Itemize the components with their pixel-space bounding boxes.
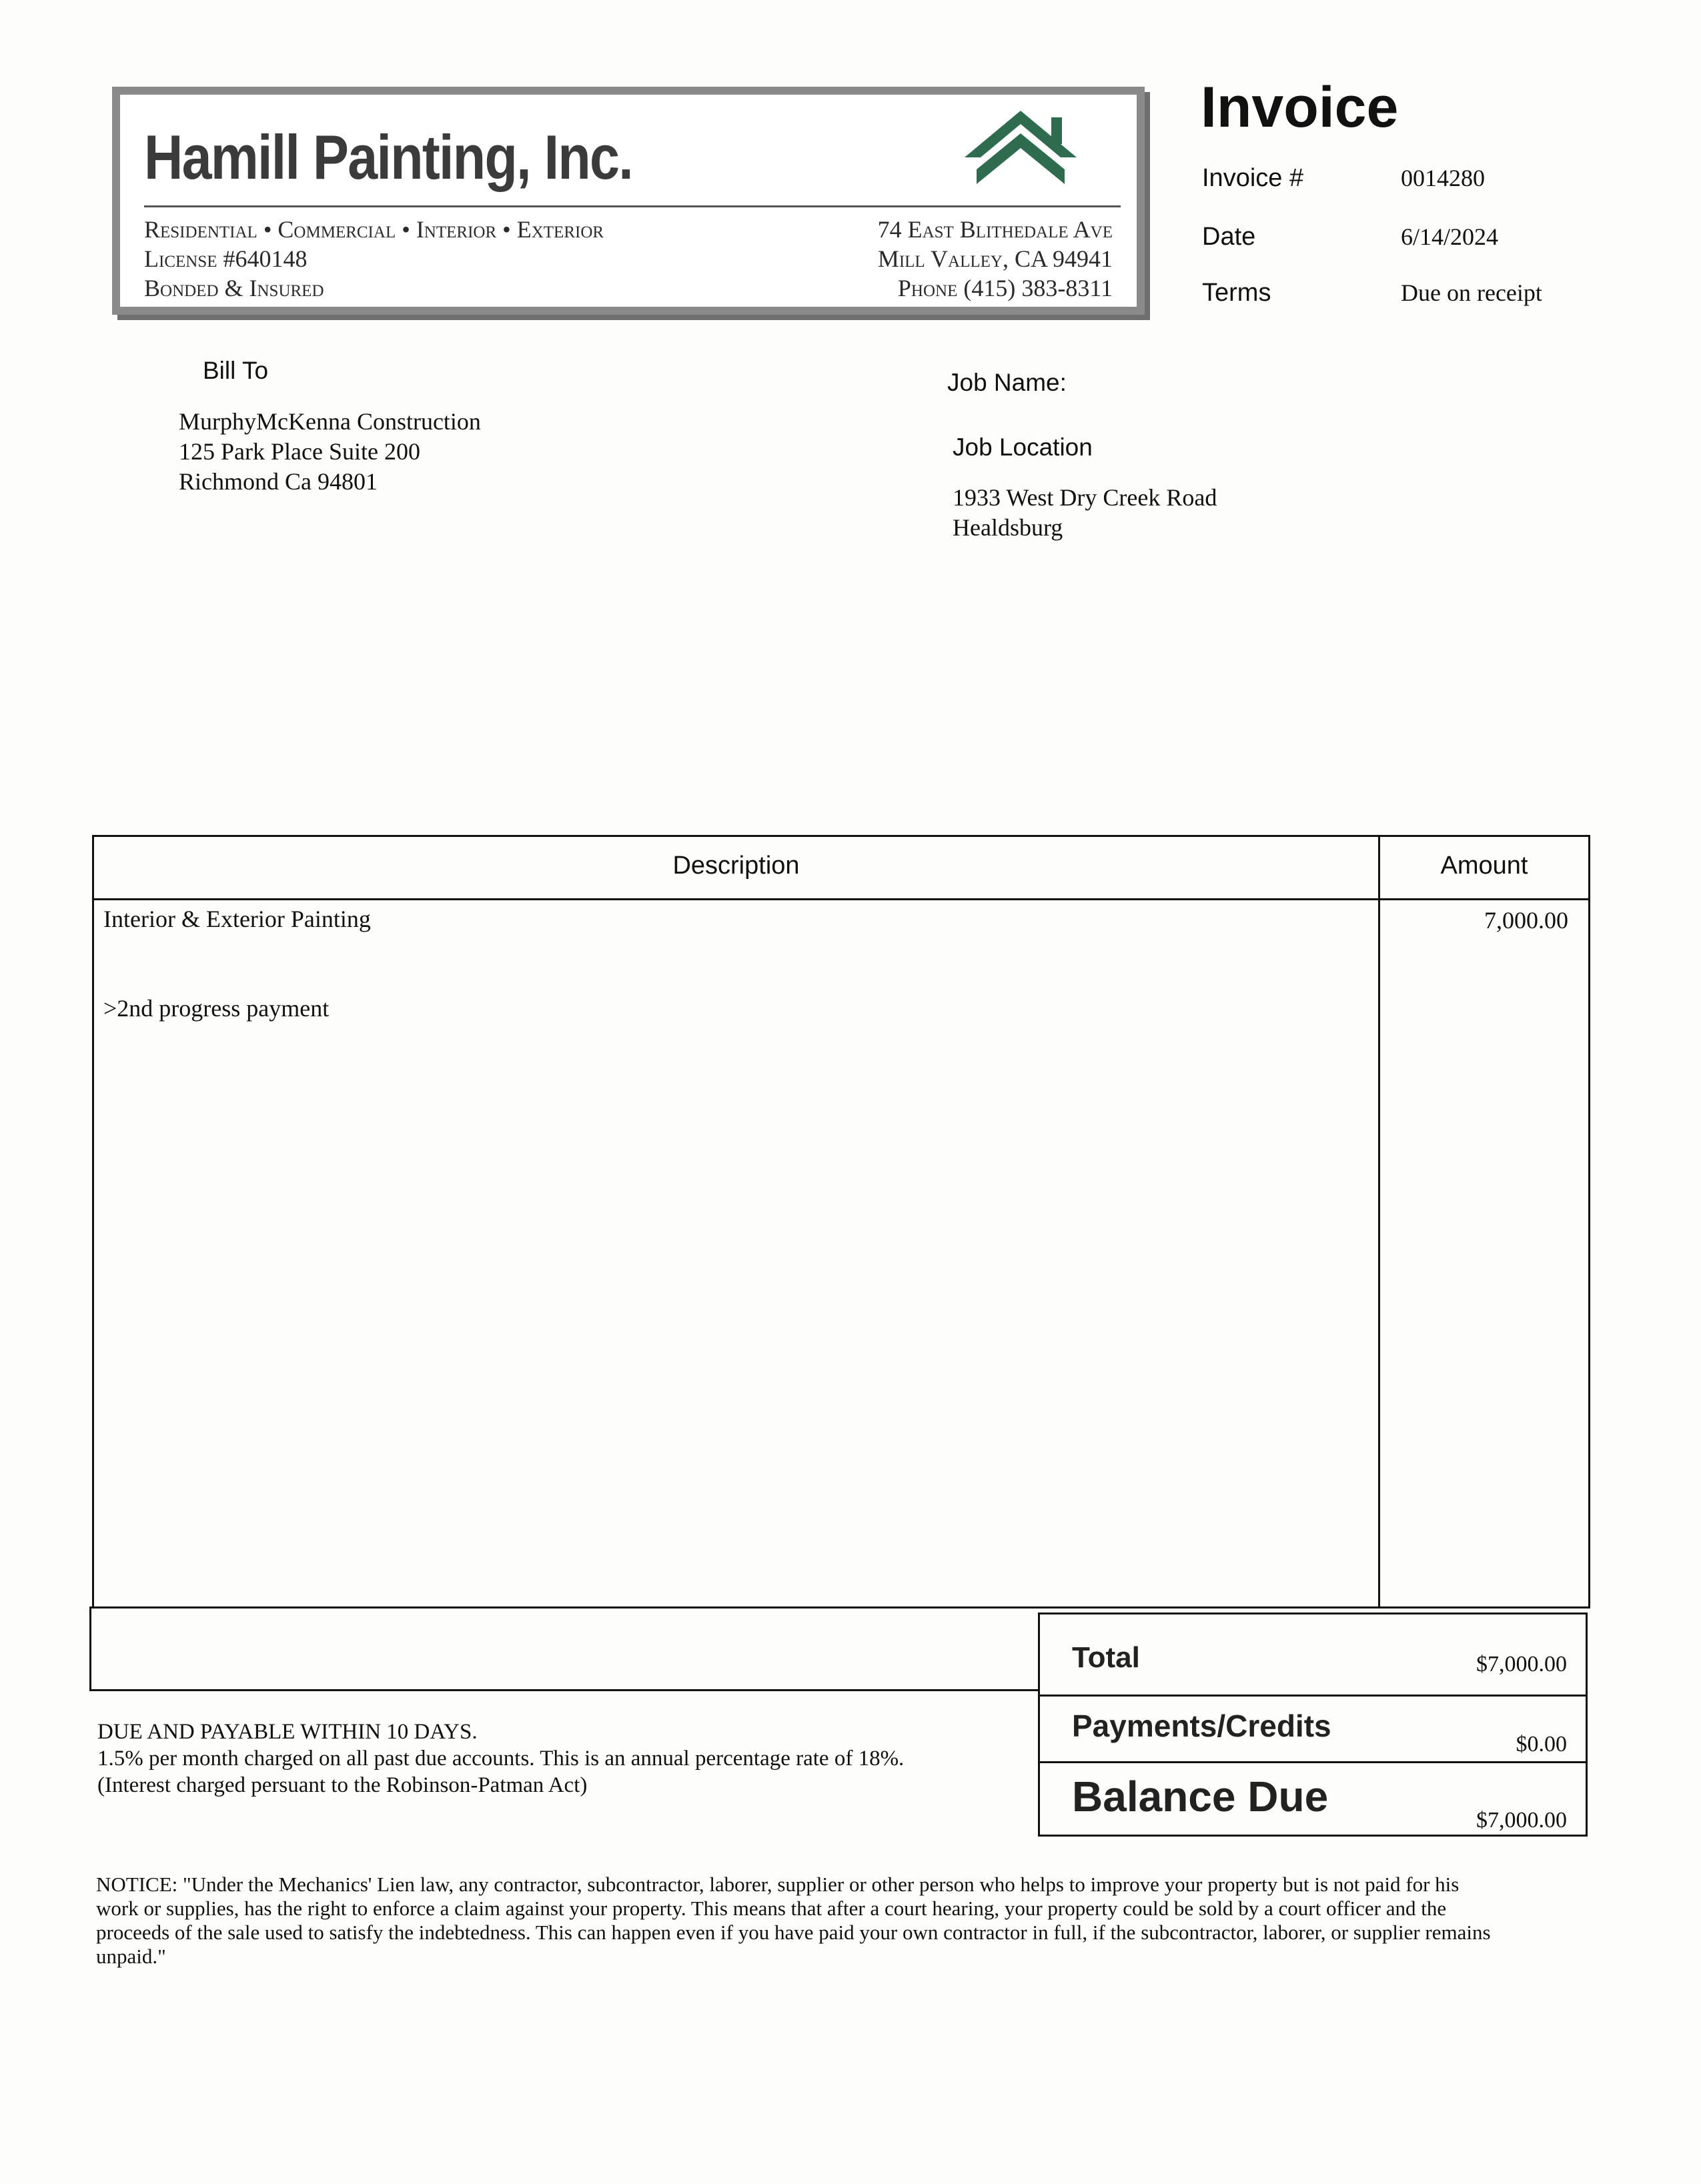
invoice-number-label: Invoice # [1202,164,1304,192]
house-icon [962,107,1079,191]
table-column-divider [1378,837,1380,1606]
totals-divider [1040,1695,1586,1697]
company-street-line: 74 East Blithedale Ave [877,216,1113,243]
company-bonded-line: Bonded & Insured [144,275,324,301]
invoice-number-value: 0014280 [1401,165,1485,191]
payments-credits-value: $0.00 [1516,1732,1567,1757]
column-header-description: Description [672,852,800,880]
total-value: $7,000.00 [1476,1652,1567,1677]
balance-due-label: Balance Due [1072,1773,1329,1821]
job-name-label: Job Name: [947,369,1067,396]
payment-terms-line: (Interest charged persuant to the Robinson-Patman Act) [97,1773,588,1797]
company-city-line: Mill Valley, CA 94941 [877,245,1113,272]
company-address [878,215,1113,303]
invoice-title: Invoice [1201,75,1399,139]
lien-notice: NOTICE: "Under the Mechanics' Lien law, any contractor, subcontractor, laborer, supplier or other person who helps to improve your property but is not paid for his work or supplies, has the right to enforce a claim against your property. This means that after a court hearing, your property could be sold by a court officer and the proceeds of the sale used to satisfy the indebtedness. This can happen even if you have paid your own contractor in full, if the subcontractor, laborer, or supplier remains unpaid." [96,1873,1491,1968]
letterhead-panel [120,95,1137,307]
invoice-terms-label: Terms [1202,279,1271,307]
bill-to-line: 125 Park Place Suite 200 [179,438,420,465]
job-location-line: Healdsburg [953,514,1063,541]
bill-to-line: MurphyMcKenna Construction [179,408,481,435]
invoice-date-label: Date [1202,223,1256,251]
bill-to-address [179,407,481,497]
line-item-amount: 7,000.00 [1484,907,1568,934]
payments-credits-label: Payments/Credits [1072,1709,1331,1743]
job-location-line: 1933 West Dry Creek Road [953,484,1217,511]
line-item-description: Interior & Exterior Painting [103,906,371,932]
totals-box [1038,1612,1588,1837]
company-services [144,215,604,303]
company-name: Hamill Painting, Inc. [144,122,632,192]
payment-terms-line: DUE AND PAYABLE WITHIN 10 DAYS. [97,1720,478,1744]
line-item-description: >2nd progress payment [103,995,330,1022]
table-header-divider [94,898,1588,900]
company-phone-line: Phone (415) 383-8311 [897,275,1113,301]
company-license-line: License #640148 [144,245,308,272]
company-services-line: Residential • Commercial • Interior • Exterior [144,216,604,243]
invoice-terms-value: Due on receipt [1401,279,1542,306]
payment-terms [97,1719,904,1799]
balance-due-value: $7,000.00 [1476,1808,1567,1833]
payment-terms-line: 1.5% per month charged on all past due accounts. This is an annual percentage rate of 18%. [97,1747,905,1771]
job-location-address [953,483,1217,543]
bill-to-label: Bill To [203,357,269,384]
letterhead [112,87,1145,315]
job-location-label: Job Location [953,433,1093,461]
line-items-table [92,835,1590,1608]
notes-box [89,1606,1040,1691]
column-header-amount: Amount [1440,852,1528,880]
bill-to-line: Richmond Ca 94801 [179,468,378,495]
totals-divider [1040,1761,1586,1763]
letterhead-divider [144,205,1121,207]
total-label: Total [1072,1641,1140,1674]
invoice-date-value: 6/14/2024 [1401,223,1499,250]
